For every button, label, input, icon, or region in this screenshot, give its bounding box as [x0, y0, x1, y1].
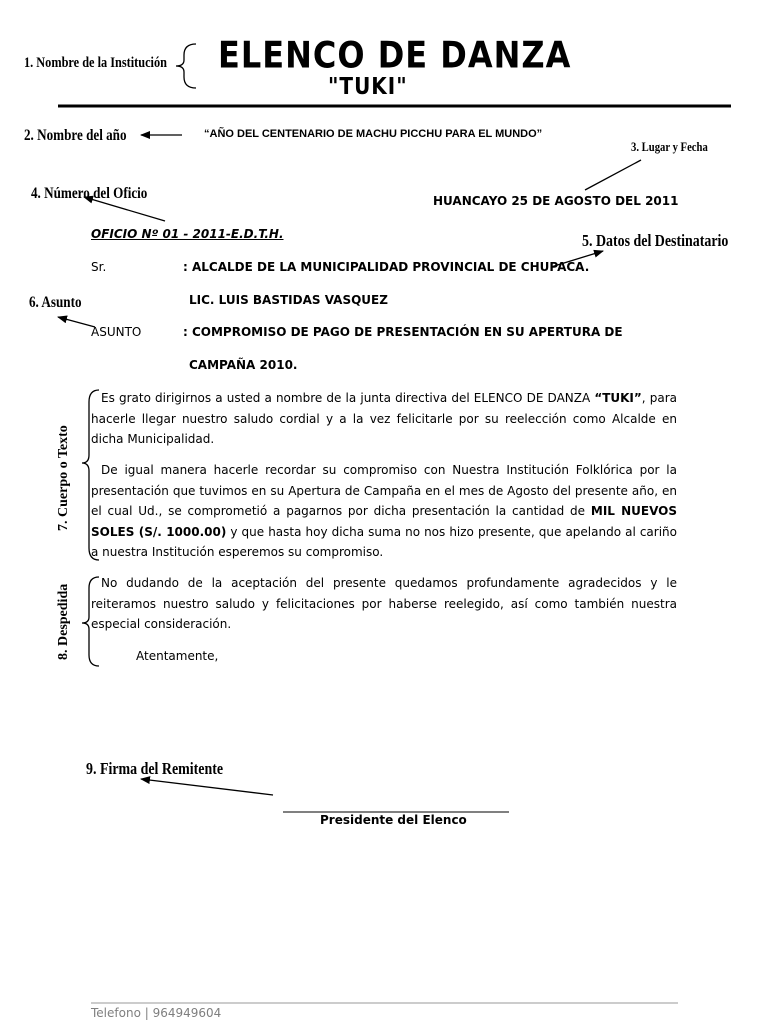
label-farewell: 8. Despedida	[56, 583, 71, 660]
subject-line1: : COMPROMISO DE PAGO DE PRESENTACIÓN EN SU APERTURA DE	[183, 325, 623, 339]
body-paragraph-1	[91, 388, 677, 450]
paragraph2-text-a: De igual manera hacerle recordar su compromiso con Nuestra Institución Folklórica por la presentación que tuvimos en su Apertura de Campaña en el mes de Agosto del presente año, en el cual Ud., se comprometió a pagarnos por dicha presentación la cantidad de	[91, 463, 677, 518]
place-date-arrow	[585, 160, 641, 190]
institution-title-line1: ELENCO DE DANZA	[218, 33, 572, 77]
year-quote: “AÑO DEL CENTENARIO DE MACHU PICCHU PARA EL MUNDO”	[204, 128, 543, 140]
label-place-date: 3. Lugar y Fecha	[631, 139, 708, 154]
subject-line2: CAMPAÑA 2010.	[189, 358, 298, 372]
label-recipient-data: 5. Datos del Destinatario	[582, 231, 729, 250]
recipient-prefix: Sr.	[91, 260, 107, 274]
closing: Atentamente,	[136, 649, 219, 663]
label-year-name: 2. Nombre del año	[24, 127, 127, 144]
subject-arrow	[58, 317, 95, 327]
subject-label: ASUNTO	[91, 325, 142, 339]
recipient-line1: : ALCALDE DE LA MUNICIPALIDAD PROVINCIAL DE CHUPACA.	[183, 260, 590, 274]
paragraph1-text-b: , para hacerle llegar nuestro saludo cordial y a la vez felicitarle por su reelección como Alcalde en dicha Municipalidad.	[91, 391, 677, 446]
footer-phone: Telefono | 964949604	[91, 1006, 222, 1020]
paragraph1-bold: “TUKI”	[594, 391, 642, 405]
recipient-line2: LIC. LUIS BASTIDAS VASQUEZ	[189, 293, 388, 307]
label-subject: 6. Asunto	[29, 294, 82, 311]
signer-title: Presidente del Elenco	[320, 813, 467, 827]
paragraph1-text-a: Es grato dirigirnos a usted a nombre de la junta directiva del ELENCO DE DANZA	[101, 391, 595, 405]
institution-brace	[176, 44, 196, 88]
label-signature: 9. Firma del Remitente	[86, 759, 224, 778]
paragraph2-bold: MIL NUEVOS SOLES (S/. 1000.00)	[91, 504, 678, 539]
place-date: HUANCAYO 25 DE AGOSTO DEL 2011	[433, 194, 679, 208]
paragraph2-text-b: y que hasta hoy dicha suma no nos hizo presente, que apelando al cariño a nuestra Institución esperemos su compromiso.	[91, 524, 677, 559]
label-institution: 1. Nombre de la Institución	[24, 55, 167, 71]
label-body: 7. Cuerpo o Texto	[56, 425, 71, 531]
office-number: OFICIO Nº 01 - 2011-E.D.T.H.	[91, 227, 284, 241]
institution-title-line2: "TUKI"	[328, 72, 408, 100]
body-paragraph-2	[91, 460, 677, 563]
farewell-paragraph: No dudando de la aceptación del presente quedamos profundamente agradecidos y le reiteramos nuestro saludo y felicitaciones por haberse reelegido, así como también nuestra especial consideración.	[91, 576, 677, 631]
label-office-number: 4. Número del Oficio	[31, 185, 148, 202]
signature-arrow	[141, 779, 273, 795]
